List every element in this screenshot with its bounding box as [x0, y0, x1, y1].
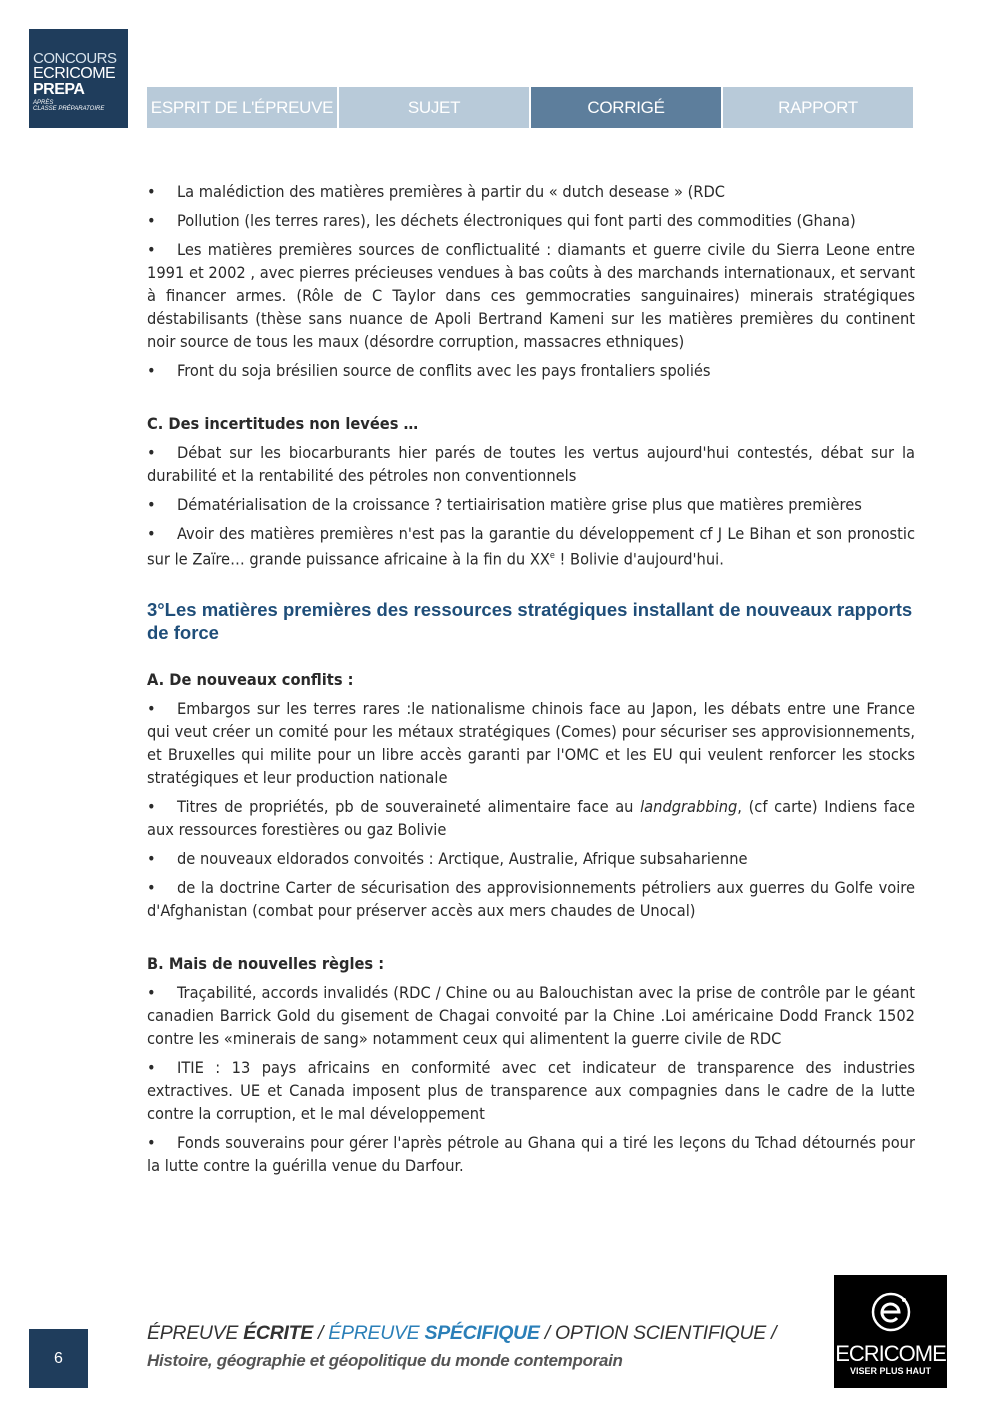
- logo-line-prepa: PREPA: [33, 81, 85, 98]
- concours-logo: [29, 29, 128, 128]
- bullet-item: • de la doctrine Carter de sécurisation des approvisionnements pétroliers aux guerres du Golfe voire d'Afghanistan (combat pour préserver accès aux mers chaudes de Unocal): [147, 878, 915, 921]
- document-body: [147, 180, 915, 1183]
- bullet-item: • Avoir des matières premières n'est pas la garantie du développement cf J Le Bihan et son pronostic sur le Zaïre… grande puissance africaine à la fin du XXe ! Bolivie d'aujourd'hui.: [147, 524, 915, 569]
- logo-line-classe: CLASSE PRÉPARATOIRE: [33, 106, 105, 112]
- bullet-item: • ITIE : 13 pays africains en conformité avec cet indicateur de transparence des industries extractives. UE et Canada imposent plus de transparence aux compagnies dans le cadre de la lutte contre la corruption, et le mal développement: [147, 1058, 915, 1124]
- bullet-item: • Titres de propriétés, pb de souveraineté alimentaire face au landgrabbing, (cf carte) Indiens face aux ressources forestières ou gaz Bolivie: [147, 797, 916, 840]
- bullet-item: • Dématérialisation de la croissance ? tertiairisation matière grise plus que matières premières: [147, 495, 862, 514]
- brand-tagline: VISER PLUS HAUT: [849, 1366, 931, 1376]
- bullet-item: • La malédiction des matières premières à partir du « dutch desease » (RDC: [147, 182, 725, 201]
- bullet-item: • Pollution (les terres rares), les déchets électroniques qui font parti des commodities (Ghana): [147, 211, 856, 230]
- footer-exam-line: ÉPREUVE ÉCRITE / ÉPREUVE SPÉCIFIQUE / OPTION SCIENTIFIQUE /: [147, 1322, 777, 1344]
- logo-line-concours: CONCOURS: [33, 50, 117, 67]
- subheading-a: A. De nouveaux conflits :: [147, 670, 354, 690]
- tab-corrige[interactable]: CORRIGÉ: [531, 87, 721, 128]
- footer-info: [147, 1322, 776, 1371]
- bullet-item: • Fonds souverains pour gérer l'après pétrole au Ghana qui a tiré les leçons du Tchad détournés pour la lutte contre la guérilla venue du Darfour.: [147, 1133, 915, 1176]
- ecricome-brand-logo: [834, 1275, 947, 1388]
- bullet-item: • Débat sur les biocarburants hier parés de toutes les vertus aujourd'hui contestés, débat sur la durabilité et la rentabilité des pétroles non conventionnels: [147, 443, 915, 485]
- ecricome-e-icon: [870, 1291, 912, 1333]
- logo-line-apres: APRÈS: [33, 100, 54, 106]
- tab-esprit[interactable]: ESPRIT DE L'ÉPREUVE: [147, 87, 337, 128]
- logo-line-ecricome: ECRICOME: [33, 65, 116, 82]
- subheading-c: C. Des incertitudes non levées …: [147, 414, 419, 433]
- page-number-text: 6: [54, 1349, 63, 1367]
- brand-name: ECRICOME: [835, 1341, 946, 1366]
- footer-subject: Histoire, géographie et géopolitique du monde contemporain: [147, 1351, 623, 1370]
- section-nav: [147, 87, 915, 128]
- page-number: [29, 1329, 88, 1388]
- tab-sujet[interactable]: SUJET: [339, 87, 529, 128]
- bullet-item: • Front du soja brésilien source de conflits avec les pays frontaliers spoliés: [147, 361, 711, 380]
- tab-rapport[interactable]: RAPPORT: [723, 87, 913, 128]
- bullet-item: • Traçabilité, accords invalidés (RDC / Chine ou au Balouchistan avec la prise de contrôle par le géant canadien Barrick Gold du gisement de Chagai convoité par la Chine .Loi américaine Dodd Franck 1502 contre les «minerais de sang» notamment ceux qui alimentent la guerre civile de RDC: [147, 983, 915, 1049]
- subheading-b: B. Mais de nouvelles règles :: [147, 954, 385, 974]
- section-heading-3: 3°Les matières premières des ressources stratégiques installant de nouveaux rapports de force: [147, 599, 913, 644]
- bullet-item: • Les matières premières sources de conflictualité : diamants et guerre civile du Sierra Leone entre 1991 et 2002 , avec pierres précieuses vendues à bas coûts à des marchands internationaux, et servant à financer armes. (Rôle de C Taylor dans ces gemmocraties sanguinaires) minerais stratégiques déstabilisants (thèse sans nuance de Apoli Bertrand Kameni sur les matières premières du continent noir source de tous les maux (désordre corruption, massacres ethniques): [147, 240, 915, 351]
- bullet-item: • Embargos sur les terres rares :le nationalisme chinois face au Japon, les débats entre une France qui veut créer un comité pour les métaux stratégiques (Comes) pour sécuriser ses approvisionnements, et Bruxelles qui milite pour un libre accès garanti par l'OMC et les EU qui veulent renforcer les stocks stratégiques et leur production nationale: [147, 699, 915, 788]
- bullet-item: • de nouveaux eldorados convoités : Arctique, Australie, Afrique subsaharienne: [147, 849, 748, 869]
